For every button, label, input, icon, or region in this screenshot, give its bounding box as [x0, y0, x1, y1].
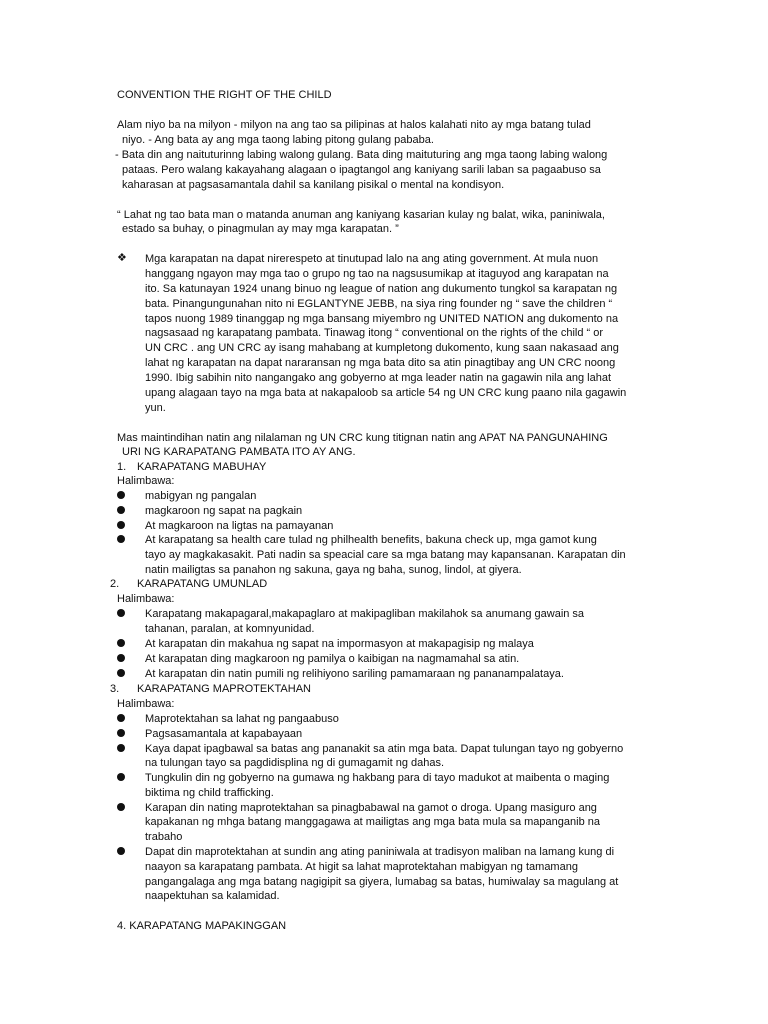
bullet-dot-icon [117, 803, 125, 811]
section-heading: 4. KARAPATANG MAPAKINGGAN [117, 920, 287, 932]
history-line: UN CRC . ang UN CRC ay isang mahabang at kumpletong dukomento, kung saan nakasaad ang [145, 342, 619, 354]
bullet-dot-icon [117, 654, 125, 662]
section-number: 3. [110, 683, 120, 695]
history-line: 1990. Ibig sabihin nito nangangako ang gobyerno at mga leader natin na gagawin nila ang lahat [145, 372, 612, 384]
bullet-dot-icon [117, 535, 125, 543]
bullet-dot-icon [117, 609, 125, 617]
list-item-cont: naayon sa karapatang pambata. At higit sa lahat maprotektahan mabigyan ng tamamang [145, 861, 578, 873]
list-item: Karapatang makapagaral,makapaglaro at makipagliban makilahok sa anumang gawain sa [145, 608, 585, 620]
bullet-dot-icon [117, 847, 125, 855]
list-item: At karapatan ding magkaroon ng pamilya o kaibigan na nagmamahal sa atin. [145, 653, 520, 665]
list-item-cont: natin mailigtas sa panahon ng sakuna, gaya ng baha, sunog, lindol, at giyera. [145, 564, 522, 576]
bullet-dot-icon [117, 714, 125, 722]
example-label: Halimbawa: [117, 593, 175, 605]
history-line: hanggang ngayon may mga tao o grupo ng tao na nagsusumikap at itaguyod ang karapatan na [145, 268, 609, 280]
list-item-cont: trabaho [145, 831, 183, 843]
list-item: At karapatan din makahua ng sapat na impormasyon at makapagisip ng malaya [145, 638, 534, 650]
quote-line: “ Lahat ng tao bata man o matanda anuman ang kaniyang kasarian kulay ng balat, wika, paniniwala, [117, 209, 605, 221]
bullet-dot-icon [117, 744, 125, 752]
list-item-cont: na tulungan tayo sa pagdidisplina ng di gumagamit ng dahas. [145, 757, 445, 769]
list-item: Tungkulin din ng gobyerno na gumawa ng hakbang para di tayo madukot at maibenta o maging [145, 772, 610, 784]
list-item: Pagsasamantala at kapabayaan [145, 728, 303, 740]
lead-line: URI NG KARAPATANG PAMBATA ITO AY ANG. [122, 446, 356, 458]
bullet-dot-icon [117, 639, 125, 647]
list-item-cont: pangangalaga ang mga batang nagigipit sa giyera, lumabag sa batas, humiwalay sa magulang at [145, 876, 619, 888]
list-item: At magkaroon na ligtas na pamayanan [145, 520, 334, 532]
intro-line: - Bata din ang naituturinng labing walong gulang. Bata ding maituturing ang mga taong labing walong [115, 149, 608, 161]
section-number: 2. [110, 578, 120, 590]
bullet-dot-icon [117, 506, 125, 514]
list-item-cont: kapakanan ng mhga batang manggagawa at mailigtas ang mga bata mula sa mapanganib na [145, 816, 600, 828]
history-line: upang alagaan tayo na mga bata at nakapaloob sa article 54 ng UN CRC kung paano nila gagawin [145, 387, 627, 399]
history-line: tapos nuong 1989 tinanggap ng mga bansang miyembro ng UNITED NATION ang dukomento na [145, 313, 619, 325]
section-heading: KARAPATANG MABUHAY [137, 461, 267, 473]
quote-line: estado sa buhay, o pinagmulan ay may mga karapatan. ” [122, 223, 399, 235]
intro-line: niyo. - Ang bata ay ang mga taong labing pitong gulang pababa. [122, 134, 434, 146]
list-item: Kaya dapat ipagbawal sa batas ang pananakit sa atin mga bata. Dapat tulungan tayo ng gobyerno [145, 743, 624, 755]
bullet-dot-icon [117, 729, 125, 737]
list-item-cont: naapektuhan sa kalamidad. [145, 890, 280, 902]
bullet-dot-icon [117, 521, 125, 529]
history-line: Mga karapatan na dapat nirerespeto at tinutupad lalo na ang ating government. At mula nuon [145, 253, 599, 265]
example-label: Halimbawa: [117, 475, 175, 487]
list-item: magkaroon ng sapat na pagkain [145, 505, 303, 517]
list-item: At karapatan din natin pumili ng relihiyono sariling pamamaraan ng pananampalataya. [145, 668, 564, 680]
section-number: 1. [117, 461, 127, 473]
intro-line: kaharasan at pagsasamantala dahil sa kanilang pisikal o mental na kondisyon. [122, 179, 505, 191]
intro-line: pataas. Pero walang kakayahang alagaan o ipagtangol ang kaniyang sarili laban sa pagaabuso sa [122, 164, 601, 176]
bullet-dot-icon [117, 773, 125, 781]
list-item: At karapatang sa health care tulad ng philhealth benefits, bakuna check up, mga gamot kung [145, 534, 597, 546]
diamond-bullet-icon: ❖ [117, 252, 127, 264]
example-label: Halimbawa: [117, 698, 175, 710]
history-line: yun. [145, 402, 166, 414]
history-line: ito. Sa katunayan 1924 unang binuo ng league of nation ang dukumento tungkol sa karapatan ng [145, 283, 618, 295]
list-item: Maprotektahan sa lahat ng pangaabuso [145, 713, 339, 725]
history-line: bata. Pinangungunahan nito ni EGLANTYNE JEBB, na siya ring founder ng “ save the children “ [145, 298, 613, 310]
list-item: Karapan din nating maprotektahan sa pinagbabawal na gamot o droga. Upang masiguro ang [145, 802, 597, 814]
list-item: mabigyan ng pangalan [145, 490, 257, 502]
list-item-cont: biktima ng child trafficking. [145, 787, 274, 799]
lead-line: Mas maintindihan natin ang nilalaman ng UN CRC kung titignan natin ang APAT NA PANGUNAHING [117, 432, 608, 444]
list-item-cont: tayo ay magkakasakit. Pati nadin sa speacial care sa mga batang may kapansanan. Karapatan din [145, 549, 626, 561]
bullet-dot-icon [117, 669, 125, 677]
document-title: CONVENTION THE RIGHT OF THE CHILD [117, 89, 332, 101]
bullet-dot-icon [117, 491, 125, 499]
section-heading: KARAPATANG UMUNLAD [137, 578, 268, 590]
section-heading: KARAPATANG MAPROTEKTAHAN [137, 683, 311, 695]
list-item-cont: tahanan, paralan, at komnyunidad. [145, 623, 315, 635]
history-line: nagsasaad ng karapatang pambata. Tinawag itong “ conventional on the rights of the child “ or [145, 327, 604, 339]
list-item: Dapat din maprotektahan at sundin ang ating paniniwala at tradisyon maliban na lamang kung di [145, 846, 615, 858]
history-line: lahat ng karapatan na dapat nararansan ng mga bata dito sa atin pinagtibay ang UN CRC noong [145, 357, 616, 369]
intro-line: Alam niyo ba na milyon - milyon na ang tao sa pilipinas at halos kalahati nito ay mga batang tulad [117, 119, 591, 131]
